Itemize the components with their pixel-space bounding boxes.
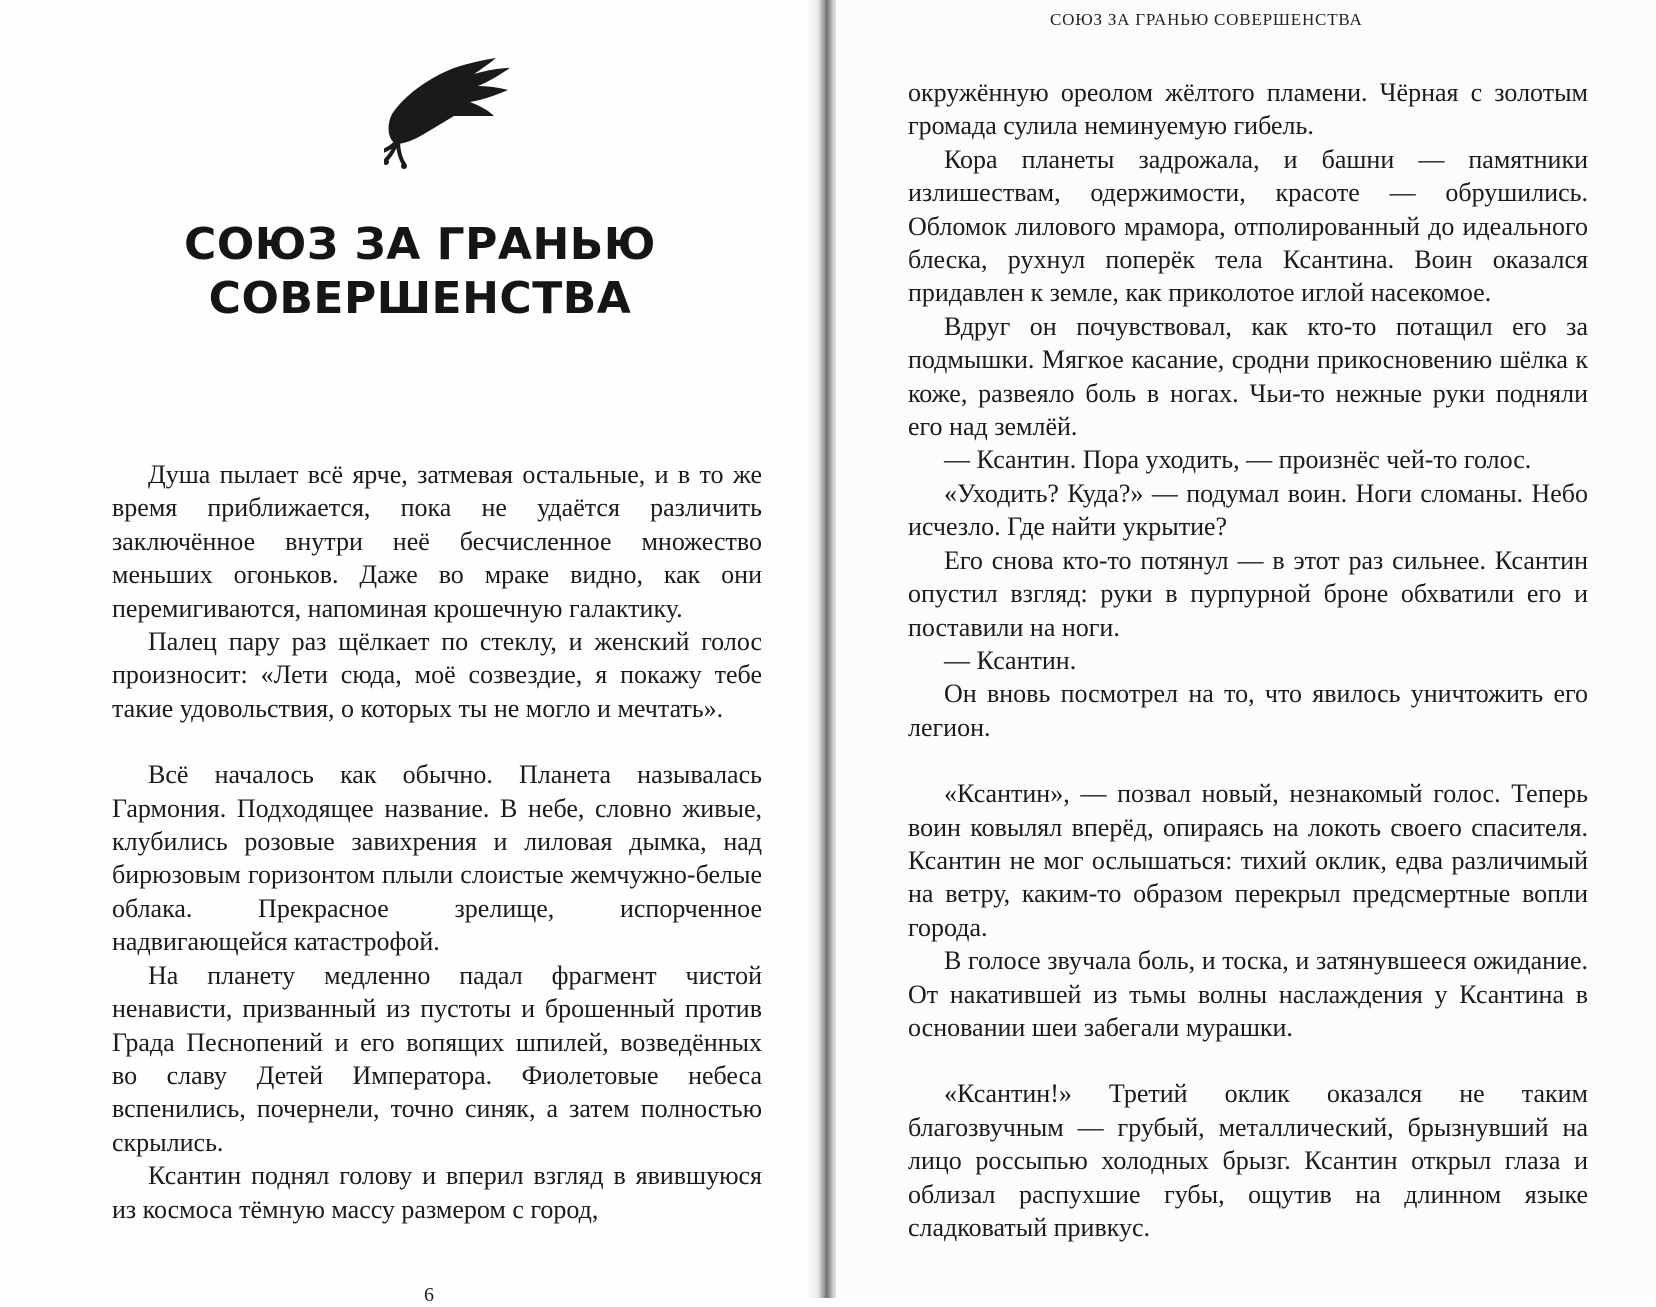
- paragraph: «Ксантин», — позвал новый, незнакомый голос. Теперь воин ковылял вперёд, опираясь на локоть своего спасителя. Ксантин не мог ослышаться: тихий оклик, едва различимый на ветру, каким-то образом перекрыл предсмертные вопли города.: [908, 779, 1588, 942]
- page-number: 6: [424, 1284, 434, 1306]
- left-page: [0, 0, 822, 1306]
- paragraph: «Уходить? Куда?» — подумал воин. Ноги сломаны. Небо исчезло. Где найти укрытие?: [908, 478, 1588, 542]
- chapter-title: [120, 218, 720, 326]
- paragraph: Всё началось как обычно. Планета называлась Гармония. Подходящее название. В небе, словно живые, клубились розовые завихрения и лиловая дымка, над бирюзовым горизонтом плыли слоистые жемчужно-белые облака. Прекрасное зрелище, испорченное надвигающейся катастрофой.: [112, 760, 762, 957]
- paragraph: Вдруг он почувствовал, как кто-то потащил его за подмышки. Мягкое касание, сродни прикосновению шёлка к коже, развеяло боль в ногах. Чьи-то нежные руки подняли его над землёй.: [908, 311, 1588, 442]
- left-text-column: [112, 458, 762, 1226]
- paragraph: В голосе звучала боль, и тоска, и затянувшееся ожидание. От накатившей из тьмы волны наслаждения у Ксантина в основании шеи забегали мурашки.: [908, 946, 1588, 1042]
- paragraph: На планету медленно падал фрагмент чистой ненависти, призванный из пустоты и брошенный против Града Песнопений и его вопящих шпилей, возведённых во славу Детей Императора. Фиолетовые небеса вспенились, почернели, точно синяк, а затем полностью скрылись.: [112, 960, 762, 1157]
- chapter-title-line-1: СОЮЗ ЗА ГРАНЬЮ: [184, 219, 656, 270]
- paragraph: Его снова кто-то потянул — в этот раз сильнее. Ксантин опустил взгляд: руки в пурпурной броне обхватили его и поставили на ноги.: [908, 545, 1588, 642]
- chapter-title-line-2: СОВЕРШЕНСТВА: [208, 273, 632, 324]
- running-head: СОЮЗ ЗА ГРАНЬЮ СОВЕРШЕНСТВА: [1050, 10, 1363, 29]
- right-text-column: [908, 76, 1588, 1244]
- raven-wing-icon: [384, 56, 516, 176]
- paragraph: — Ксантин.: [944, 645, 1077, 675]
- paragraph: Палец пару раз щёлкает по стеклу, и женский голос произносит: «Лети сюда, моё созвездие, я покажу тебе такие удовольствия, о которых ты не могло и мечтать».: [112, 627, 762, 723]
- paragraph: «Ксантин!» Третий оклик оказался не таким благозвучным — грубый, металлический, брызнувший на лицо россыпью холодных брызг. Ксантин открыл глаза и облизал распухшие губы, ощутив на длинном языке сладковатый привкус.: [908, 1079, 1588, 1242]
- paragraph: Он вновь посмотрел на то, что явилось уничтожить его легион.: [908, 679, 1588, 742]
- paragraph: Кора планеты задрожала, и башни — памятники излишествам, одержимости, красоте — обрушились. Обломок лилового мрамора, отполированный до идеального блеска, рухнул поперёк тела Ксантина. Воин оказался придавлен к земле, как приколотое иглой насекомое.: [908, 144, 1588, 308]
- paragraph: Душа пылает всё ярче, затмевая остальные, и в то же время приближается, пока не удаётся различить заключённое внутри неё бесчисленное множество меньших огоньков. Даже во мраке видно, как они перемигиваются, напоминая крошечную галактику.: [112, 460, 762, 623]
- paragraph: — Ксантин. Пора уходить, — произнёс чей-то голос.: [944, 445, 1532, 475]
- paragraph: Ксантин поднял голову и вперил взгляд в явившуюся из космоса тёмную массу размером с город,: [112, 1161, 762, 1224]
- paragraph: окружённую ореолом жёлтого пламени. Чёрная с золотым громада сулила неминуемую гибель.: [908, 78, 1588, 141]
